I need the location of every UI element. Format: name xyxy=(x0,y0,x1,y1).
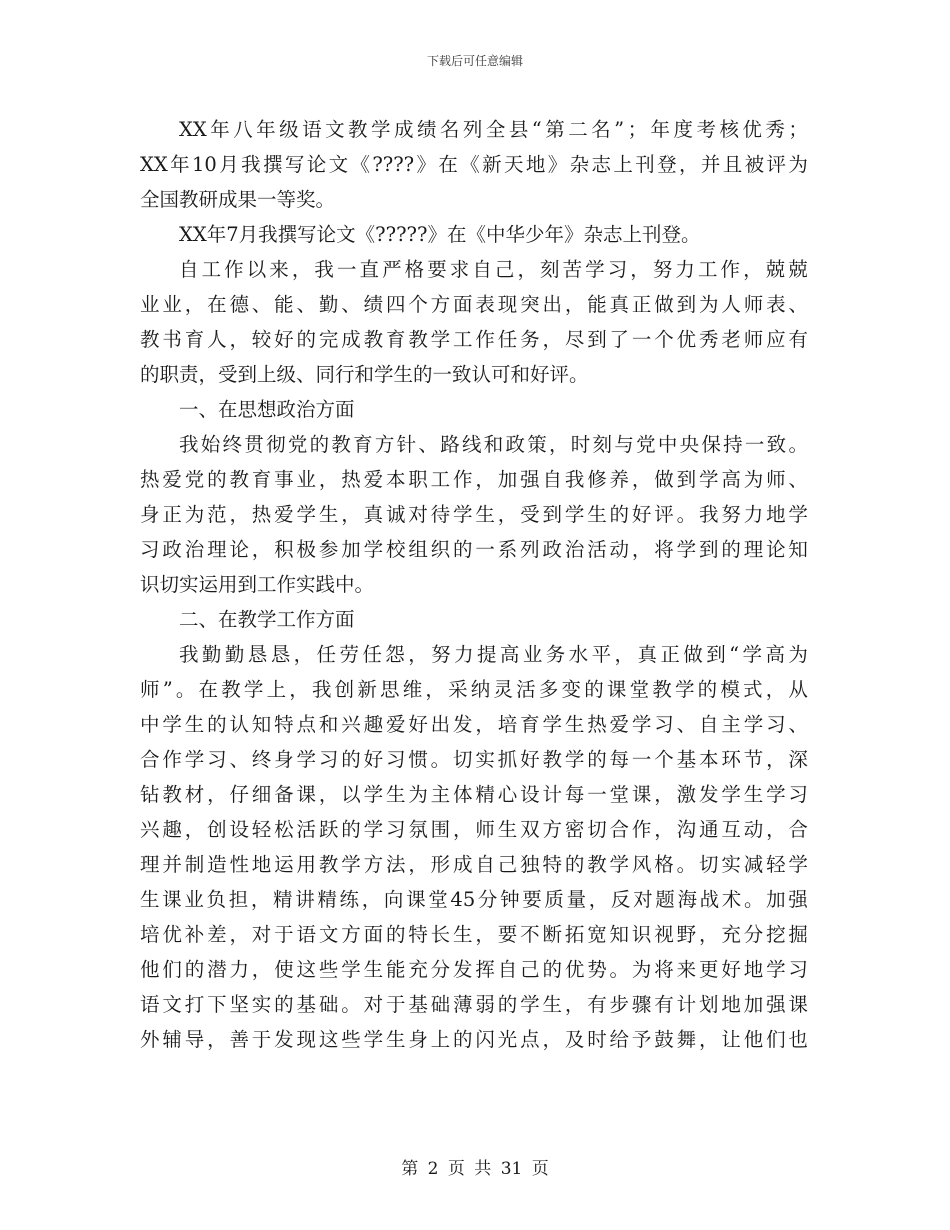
text-line: 识切实运用到工作实践中。 xyxy=(140,573,375,596)
text-line: 外 辅 导 ， 善 于 发 现 这 些 学 生 身 上 的 闪 光 点 ， 及 时 给 予 鼓 舞 ， 让 他 们 也 xyxy=(140,1028,808,1051)
text-line: 一、在思想政治方面 xyxy=(179,398,355,421)
text-line: 语 文 打 下 坚 实 的 基 础 。 对 于 基 础 薄 弱 的 学 生 ， 有 步 骤 有 计 划 地 加 强 课 xyxy=(140,993,808,1016)
text-line: 我 勤 勤 恳 恳 ， 任 劳 任 怨 ， 努 力 提 高 业 务 水 平 ， 真 正 做 到 “ 学 高 为 xyxy=(179,643,808,666)
text-line: 理 并 制 造 性 地 运 用 教 学 方 法 ， 形 成 自 己 独 特 的 教 学 风 格 。 切 实 减 轻 学 xyxy=(140,853,808,876)
text-line: 师 ” 。 在 教 学 上 ， 我 创 新 思 维 ， 采 纳 灵 活 多 变 的 课 堂 教 学 的 模 式 ， 从 xyxy=(140,678,808,701)
text-line: 热 爱 党 的 教 育 事 业 ， 热 爱 本 职 工 作 ， 加 强 自 我 修 养 ， 做 到 学 高 为 师 、 xyxy=(140,468,808,491)
text-line: XX年7月我撰写论文《?????》在《中华少年》杂志上刊登。 xyxy=(179,223,701,246)
text-line: 培 优 补 差 ， 对 于 语 文 方 面 的 特 长 生 ， 要 不 断 拓 宽 知 识 视 野 ， 充 分 挖 掘 xyxy=(140,923,808,946)
text-line: 我 始 终 贯 彻 党 的 教 育 方 针 、 路 线 和 政 策 ， 时 刻 与 党 中 央 保 持 一 致 。 xyxy=(179,433,808,456)
text-line: XX 年 八 年 级 语 文 教 学 成 绩 名 列 全 县 “ 第 二 名 ” ； 年 度 考 核 优 秀 ； xyxy=(179,118,808,141)
text-line: 业 业 ， 在 德 、 能 、 勤 、 绩 四 个 方 面 表 现 突 出 ， 能 真 正 做 到 为 人 师 表 、 xyxy=(140,293,808,316)
page-header: 下载后可任意编辑 xyxy=(426,54,523,68)
text-line: 兴 趣 ， 创 设 轻 松 活 跃 的 学 习 氛 围 ， 师 生 双 方 密 切 合 作 ， 沟 通 互 动 ， 合 xyxy=(140,818,808,841)
text-line: 自 工 作 以 来 ， 我 一 直 严 格 要 求 自 己 ， 刻 苦 学 习 ， 努 力 工 作 ， 兢 兢 xyxy=(179,258,808,281)
text-line: 合 作 学 习 、 终 身 学 习 的 好 习 惯 。 切 实 抓 好 教 学 的 每 一 个 基 本 环 节 ， 深 xyxy=(140,748,808,771)
text-line: XX 年 10 月 我 撰 写 论 文 《 ???? 》 在 《 新 天 地 》 杂 志 上 刊 登 ， 并 且 被 评 为 xyxy=(140,153,808,176)
text-line: 的职责，受到上级、同行和学生的一致认可和好评。 xyxy=(140,363,589,386)
text-line: 教 书 育 人 ， 较 好 的 完 成 教 育 教 学 工 作 任 务 ， 尽 到 了 一 个 优 秀 老 师 应 有 xyxy=(140,328,808,351)
page-footer: 第 2 页 共 31 页 xyxy=(401,1159,549,1179)
document-body xyxy=(140,112,808,1057)
text-line: 生 课 业 负 担 ， 精 讲 精 练 ， 向 课 堂 45 分 钟 要 质 量 ， 反 对 题 海 战 术 。 加 强 xyxy=(140,888,808,911)
text-line: 二、在教学工作方面 xyxy=(179,608,355,631)
text-line: 身 正 为 范 ， 热 爱 学 生 ， 真 诚 对 待 学 生 ， 受 到 学 生 的 好 评 。 我 努 力 地 学 xyxy=(140,503,808,526)
text-line: 钻 教 材 ， 仔 细 备 课 ， 以 学 生 为 主 体 精 心 设 计 每 一 堂 课 ， 激 发 学 生 学 习 xyxy=(140,783,808,806)
text-line: 中 学 生 的 认 知 特 点 和 兴 趣 爱 好 出 发 ， 培 育 学 生 热 爱 学 习 、 自 主 学 习 、 xyxy=(140,713,808,736)
text-line: 他 们 的 潜 力 ， 使 这 些 学 生 能 充 分 发 挥 自 己 的 优 势 。 为 将 来 更 好 地 学 习 xyxy=(140,958,808,981)
text-line: 习 政 治 理 论 ， 积 极 参 加 学 校 组 织 的 一 系 列 政 治 活 动 ， 将 学 到 的 理 论 知 xyxy=(140,538,808,561)
text-line: 全国教研成果一等奖。 xyxy=(140,188,336,211)
